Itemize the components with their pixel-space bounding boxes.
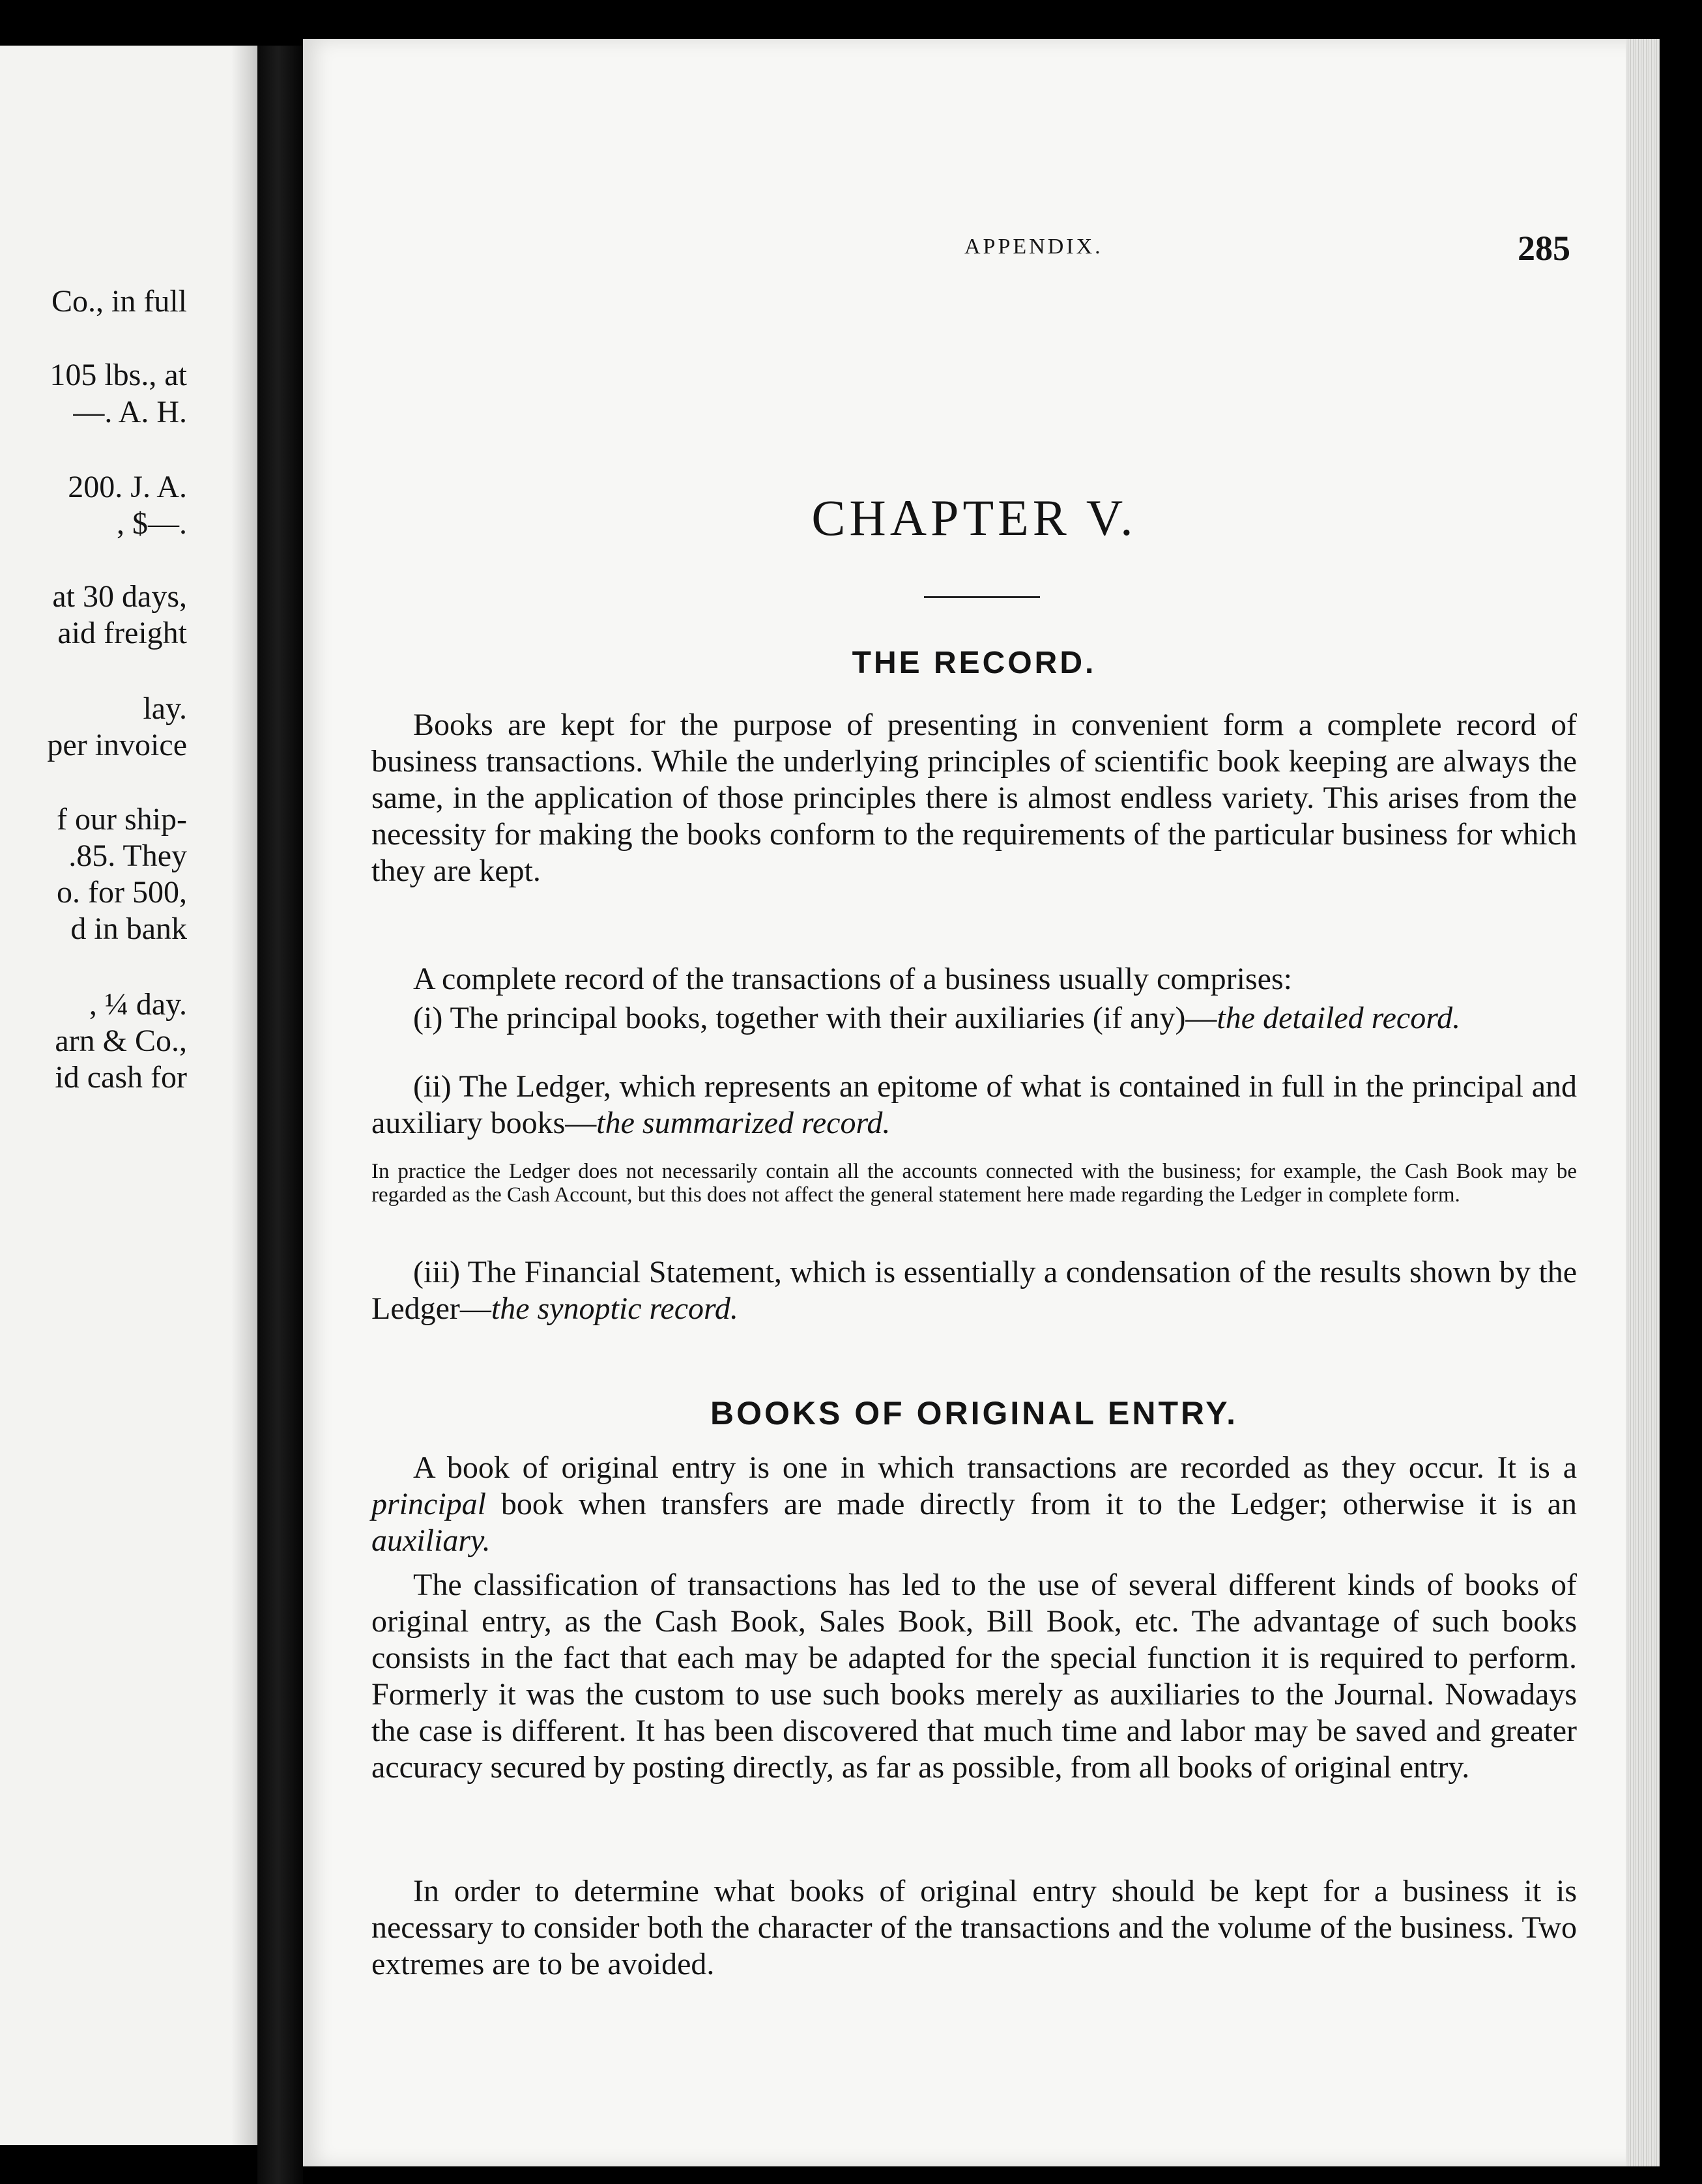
section-heading-books: BOOKS OF ORIGINAL ENTRY. [710,1395,1238,1431]
list-item-text: (iii) The Financial Statement, which is essentially a condensation of the results shown by the Ledger— [371,1255,1577,1326]
list-item-text: (i) The principal books, together with their auxiliaries (if any)— [413,1001,1217,1035]
paragraph-intro-text: Books are kept for the purpose of presenting in convenient form a complete record of business transactions. While the underlying principles of scientific book keeping are always the same, in the application of those principles there is almost endless variety. This arises from the necessity for making the books conform to the requirements of the particular business for which they are kept. [371,708,1577,888]
paragraph-text: A book of original entry is one in which transactions are recorded as they occur. It is a [413,1450,1577,1485]
left-page-line: 105 lbs., at [50,358,187,392]
left-page-line: at 30 days, [52,579,187,614]
left-page-line: Co., in full [51,284,187,319]
paragraph-classification [371,1567,1577,1786]
right-page [303,39,1660,2166]
book-spine [257,46,303,2184]
left-page-line: , ¼ day. [89,987,187,1022]
left-page-line: —. A. H. [73,395,187,429]
left-page-line: arn & Co., [55,1024,187,1058]
paragraph-determine-books [371,1873,1577,1983]
paragraph-comprises [371,961,1577,998]
left-page-line: .85. They [68,839,187,873]
page-edges [1626,39,1660,2166]
page-content [371,39,1577,2166]
emphasis-auxiliary: auxiliary. [371,1523,491,1558]
paragraph-comprises-text: A complete record of the transactions of a business usually comprises: [413,962,1292,996]
gutter-shadow [231,46,257,2145]
paragraph-text: The classification of transactions has led to the use of several different kinds of books of original entry, as the Cash Book, Sales Book, Bill Book, etc. The advantage of such books consists in the fact that each may be adapted for the special function it is required to perform. Formerly it was the custom to use such books merely as auxiliaries to the Journal. Nowadays the case is different. It has been discovered that much time and labor may be saved and greater accuracy secured by posting directly, as far as possible, from all books of original entry. [371,1568,1577,1785]
list-item-synoptic-record [371,1254,1577,1327]
section-heading-record: THE RECORD. [852,646,1097,680]
emphasis-principal: principal [371,1487,486,1521]
left-page-line: , $—. [117,506,187,541]
left-page-line: 200. J. A. [68,470,187,504]
list-item-emphasis: the synoptic record. [491,1291,738,1326]
left-page-line: per invoice [47,728,187,762]
running-head-label: APPENDIX. [964,235,1103,259]
left-facing-page [0,46,257,2145]
paragraph-text: In order to determine what books of original entry should be kept for a business it is necessary to consider both the character of the transactions and the volume of the business. Two extremes are to be avoided. [371,1874,1577,1981]
title-rule [924,596,1040,598]
paragraph-intro [371,707,1577,889]
left-page-line: d in bank [70,912,187,946]
left-page-line: o. for 500, [57,875,187,910]
left-page-line: id cash for [55,1060,187,1095]
page-number: 285 [1518,229,1570,268]
chapter-title: CHAPTER V. [811,489,1137,546]
left-page-line: aid freight [57,616,187,650]
list-item-emphasis: the detailed record. [1217,1001,1461,1035]
paragraph-book-definition [371,1450,1577,1559]
left-page-line: lay. [143,691,187,726]
footnote-text: In practice the Ledger does not necessarily contain all the accounts connected with the business; for example, the Cash Book may be regarded as the Cash Account, but this does not affect the general statement here made regarding the Ledger in complete form. [371,1160,1577,1207]
list-item-emphasis: the summarized record. [596,1106,891,1140]
paragraph-text: book when transfers are made directly from it to the Ledger; otherwise it is an [486,1487,1577,1521]
running-head [371,229,1577,274]
list-item-detailed-record [371,1000,1577,1037]
list-item-text: (ii) The Ledger, which represents an epitome of what is contained in full in the principal and auxiliary books— [371,1069,1577,1140]
footnote-ledger [371,1160,1577,1207]
left-page-line: f our ship- [57,802,187,837]
list-item-summarized-record [371,1069,1577,1142]
